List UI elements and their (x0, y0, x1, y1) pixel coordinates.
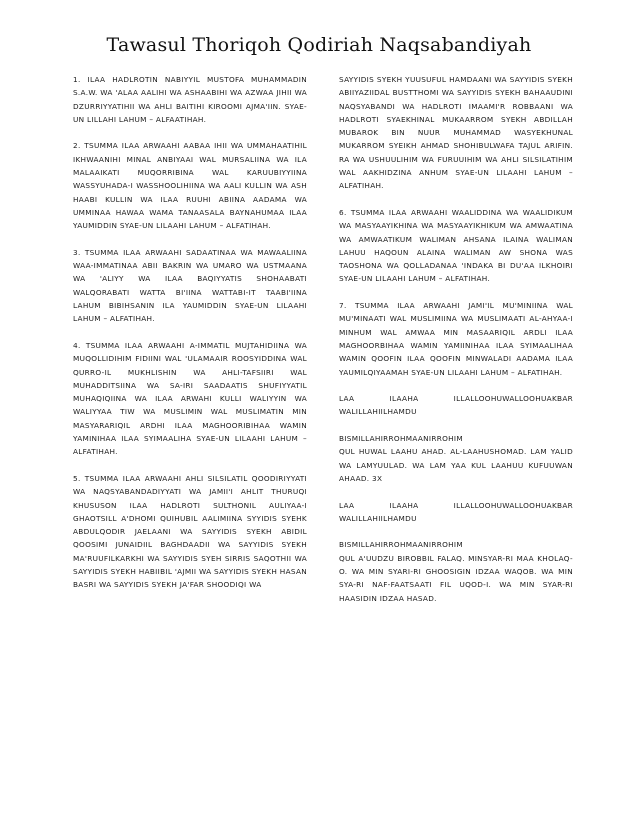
surah-al-ikhlas: BISMILLAHIRROHMAANIRROHIM QUL HUWAL LAAHU AHAD. AL-LAAHUSHOMAD. LAM YALID WA LAMYUULAD. WA LAM YAA KUL LAAHUU KUFUUWAN AHAAD. 3X (339, 434, 573, 483)
paragraph-6: 6. TSUMMA ILAA ARWAAHI WAALIDDINA WA WAALIDIKUM WA MASYAAYIKHINA WA MASYAAYIKHIKUM WA AMWAATINA WA AMWAATIKUM WALIMAN AHSANA ILAINA WALIMAN LAHUU HAQOUN ALAINA WALIMAN AW SHONA WAS TAOSHONA WA QOLLADANAA 'INDAKA BI DU'AA ILKHOIRI SYAE-UN LILAAHI LAHUM – ALFATIHAH. (339, 207, 573, 284)
tahlil-2: LAA ILAAHA ILLALLOOHUWALLOOHUAKBAR WALILLAHIILHAMDU (339, 500, 573, 523)
right-column (339, 73, 573, 618)
paragraph-3: 3. TSUMMA ILAA ARWAAHI SADAATINAA WA MAWAALIINA WAA-IMMATINAA ABII BAKRIN WA UMARO WA USTMAANA WA 'ALIYY WA ILAA BAQIYYATIS SHOHAABATI WALQORABATI WATTA BI'IINA WATTABI-IT TAABI'IINA LAHUM BIBIHSANIN ILA YAUMIDDIN SYAE-UN LILAAHI LAHUM – ALFATIHAH. (73, 247, 307, 324)
paragraph-7: 7. TSUMMA ILAA ARWAAHI JAMI'IL MU'MINIINA WAL MU'MINAATI WAL MUSLIMIINA WA MUSLIMAATI AL-AHYAA-I MINHUM WAL AMWAA MIN MASAARIQIL ARDLI ILAA MAGHOORBIHAA WAMIN YAMIINIHAA ILAA SYIMAALIHAA WAMIN QOOFIN ILAA QOOFIN MINWALADI AADAMA ILAA YAUMILQIYAAMAH SYAE-UN LILAAHI LAHUM – ALFATIHAH. (339, 301, 573, 377)
paragraph-5: 5. TSUMMA ILAA ARWAAHI AHLI SILSILATIL QOODIRIYYATI WA NAQSYABANDADIYYATI WA JAMII'I AHLIT THURUQI KHUSUSON ILAA HADLROTI SULTHONIL AULIYAA-I GHAOTSILL A'DHOMI QUIHUBIL AALIMIINA SYYIDIS SYEHK ABDULQODIR JAELAANI WA SAYYIDIS SYEKH ABIDIL QOOSIMI JUNAIDIIL BAGHDAADII WA SAYYIDIS SYEKH MA'RUUFILKARKHI WA SAYYIDIS SYEH SIRRIS SAQOTHII WA SAYYIDIS SYEKH HABIIBIL 'AJMII WA SAYYIDIS SYEKH HASAN BASRI WA SAYYIDIS SYEKH JA'FAR SHOODIQI WA (73, 473, 307, 590)
surah-al-falaq: BISMILLAHIRROHMAANIRROHIM QUL A'UUDZU BIROBBIL FALAQ. MINSYAR-RI MAA KHOLAQ-O. WA MIN SYARI-RI GHOOSIGIN IDZAA WAQOB. WA MIN SYA-RI NAF-FAATSAATI FIL UQOD-I. WA MIN SYAR-RI HAASIDIN IDZAA HASAD. (339, 540, 573, 603)
paragraph-5-continued: SAYYIDIS SYEKH YUUSUFUL HAMDAANI WA SAYYIDIS SYEKH ABIIYAZIIDAL BUSTTHOMI WA SAYYIDIS SYEKH BAHAAUDINI NAQSYABANDI WA HADLROTI IMAAMI'R ROBBAANI WA HADLROTI SYAEKHINAL MUKAARROM SYEKH ABDILLAH MUBAROK BIN NUUR MUHAMMAD WASYEKHUNAL MUKARROM SYEIKH AHMAD SHOHIBULWAFA TAJUL ARIFIN. RA WA USHUULIHIM WA FURUUIHIM WA AHLI SILSILATIHIM WAL AAKHIDZINA ANHUM SYAE-UN LILAAHI LAHUM – ALFATIHAH. (339, 75, 573, 191)
tahlil-1: LAA ILAAHA ILLALLOOHUWALLOOHUAKBAR WALILLAHIILHAMDU (339, 394, 573, 417)
left-column (73, 73, 307, 605)
document-title: Tawasul Thoriqoh Qodiriah Naqsabandiyah (106, 34, 532, 56)
paragraph-1: 1. ILAA HADLROTIN NABIYYIL MUSTOFA MUHAMMADIN S.A.W. WA 'ALAA AALIHI WA ASHAABIHI WA AZWAA JIHII WA DZURRIYYATIHII WA AHLI BAITIHI KIROOMI AJMA'IIN. SYAE-UN LILLAHI LAHUM – ALFAATIHAH. (73, 75, 307, 124)
paragraph-4: 4. TSUMMA ILAA ARWAAHI A-IMMATIL MUJTAHIDIINA WA MUQOLLIDIHIM FIDIINI WAL 'ULAMAAIR ROOSYIDDINA WAL QURRO-IL MUKHLISHIN WA AHLI-TAFSIIRI WAL MUHADDITSIINA WA SA-IRI SAADAATIS SHUFIYYATIL MUHAQIQIINA WA ILAA ARWAHI KULLI WALIYYIN WA WALIYYAA TIW WA MUSLIMIN WAL MUSLIMATIN MIN MASYARARIQIL ARDHI ILAA MAGHOORIBIHAA WAMIN YAMINIHAA ILAA SYIMAALIHA SYAE-UN LILAAHI LAHUM – ALFATIHAH. (73, 340, 307, 457)
paragraph-2: 2. TSUMMA ILAA ARWAAHI AABAA IHII WA UMMAHAATIHIL IKHWAANIHI MINAL ANBIYAAI WAL MURSALIINA WA ILA MALAAIKATI MUQORRIBINA WAL KARUUBIYYIINA WASSYUHADA-I WASSHOOLIHIINA WA AALI KULLIN WA ASH HAABI KULLIN WA ILAA RUUHI ABIINA AADAMA WA UMMINAA HAWAA WAMA TANAASALA BAYNAHUMAA ILAA YAUMIDDIN SYAE-UN LILAAHI LAHUM – ALFATIHAH. (73, 141, 307, 231)
